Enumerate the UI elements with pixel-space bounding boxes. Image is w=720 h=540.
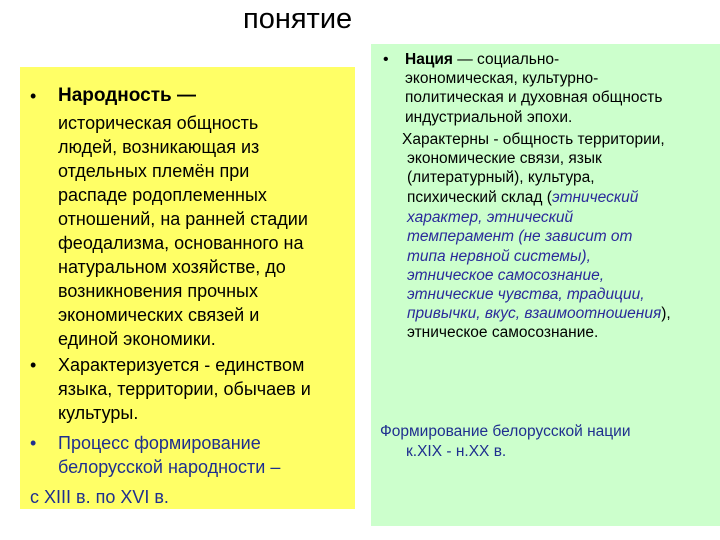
ethnic-trait-line: типа нервной системы), [407, 247, 591, 265]
feature-line: (литературный), культура, [407, 169, 595, 187]
definition-line: историческая общность [58, 113, 259, 133]
bullet-icon: • [30, 355, 37, 375]
process-line: белорусской народности – [58, 457, 281, 477]
definition-line: феодализма, основанного на [58, 233, 304, 253]
characteristic-line: Характеризуется - единством [58, 355, 305, 375]
definition-line: натуральном хозяйстве, до [58, 257, 286, 277]
narodnost-dash: — [171, 85, 196, 106]
process-line: Процесс формирование [58, 433, 261, 453]
definition-line: экономическая, культурно- [405, 70, 599, 87]
bullet-icon: • [30, 433, 37, 453]
definition-line: единой экономики. [58, 329, 216, 349]
ethnic-trait-line: этнические чувства, традиции, [407, 286, 645, 304]
feature-line: экономические связи, язык [407, 150, 602, 167]
definition-line: экономических связей и [58, 305, 260, 325]
definition-line: отношений, на ранней стадии [58, 209, 308, 229]
psych-prefix: психический склад ( [407, 189, 552, 206]
ethnic-trait-line: темперамент (не зависит от [407, 228, 633, 246]
bullet-icon: • [30, 86, 37, 106]
ethnic-trait-line: этническое самосознание, [407, 266, 605, 284]
definition-line: людей, возникающая из [58, 137, 260, 157]
narodnost-term-label: Народность [58, 85, 172, 106]
natsiya-last-em-line [407, 304, 671, 323]
last-suffix: ), [661, 305, 671, 322]
formation-line: Формирование белорусской нации [380, 423, 631, 440]
ethnic-trait-line: характер, этнический [407, 209, 574, 226]
definition-line: отдельных племён при [58, 161, 250, 181]
bullet-icon: • [383, 51, 389, 68]
natsiya-closing: этническое самосознание. [407, 324, 599, 341]
natsiya-term [405, 50, 559, 69]
natsiya-features-intro: Характерны - общность территории, [402, 131, 665, 148]
natsiya-term-label: Нация [405, 51, 453, 68]
narodnost-term [58, 83, 196, 108]
natsiya-psych-line [407, 188, 638, 207]
definition-line: индустриальной эпохи. [405, 108, 573, 126]
page-title: понятие [243, 3, 353, 35]
narodnost-period: с XIII в. по XVI в. [30, 487, 169, 507]
characteristic-line: языка, территории, обычаев и [58, 379, 311, 399]
definition-line: распаде родоплеменных [58, 185, 267, 205]
psych-em: этнический [551, 189, 639, 206]
characteristic-line: культуры. [58, 403, 139, 423]
definition-line: политическая и духовная общность [405, 89, 663, 107]
last-em: привычки, вкус, взаимоотношения [407, 305, 662, 322]
natsiya-dash: — социально- [452, 51, 560, 68]
definition-line: возникновения прочных [58, 281, 258, 301]
formation-line: к.XIX - н.XX в. [406, 443, 507, 460]
